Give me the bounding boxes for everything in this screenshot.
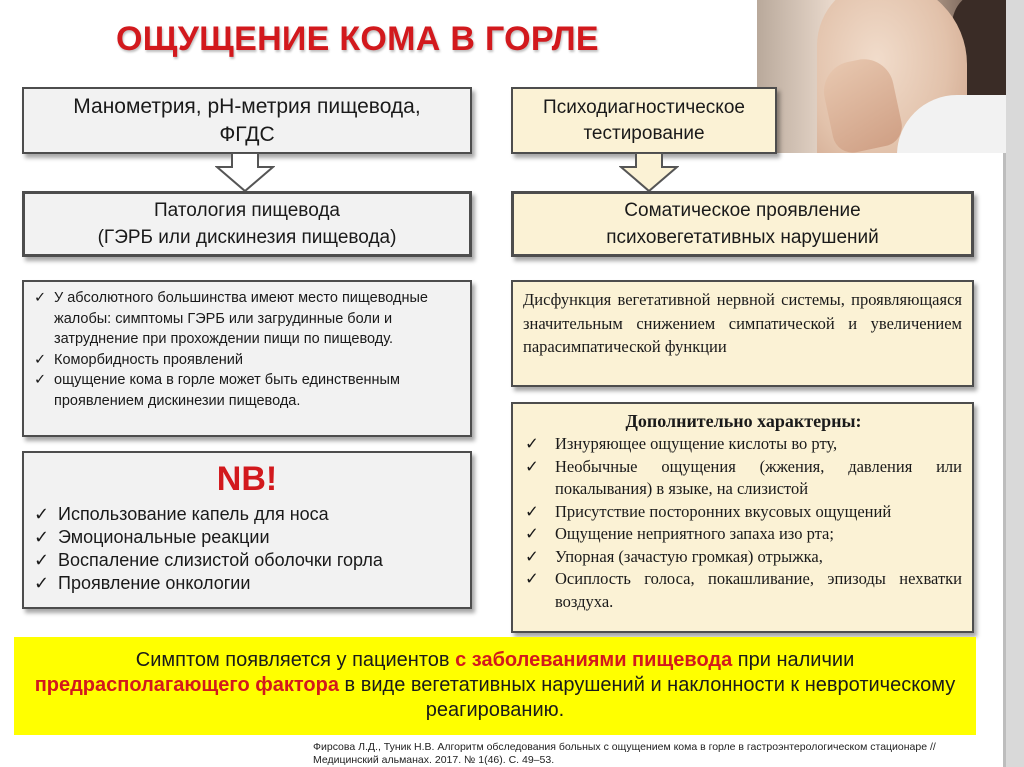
list-item: ✓ Необычные ощущения (жжения, давления или покалывания) в языке, на слизистой [525, 456, 962, 498]
check-icon: ✓ [34, 527, 50, 547]
list-item: ✓ ощущение кома в горле может быть единственным проявлением дискинезии пищевода. [34, 372, 400, 409]
check-icon: ✓ [34, 351, 47, 368]
nb-box [22, 451, 472, 609]
conclusion-banner: Симптом появляется у пациентов с заболеваниями пищевода при наличии предрасполагающего фактора в виде вегетативных нарушений и наклонности к невротическому реагированию. [14, 637, 976, 735]
nb-title: NB! [216, 460, 278, 498]
somatic-manifestation-box [511, 191, 974, 257]
list-item: ✓ Изнуряющее ощущение кислоты во рту, [525, 433, 962, 456]
manometry-line2: ФГДС [219, 122, 275, 146]
dysfunction-text: Дисфункция вегетативной нервной системы, проявляющаяся значительным снижением симпатической и увеличением парасимпатической функции [523, 290, 962, 356]
list-item: ✓ Воспаление слизистой оболочки горла [34, 550, 383, 570]
check-icon: ✓ [525, 456, 539, 476]
list-item: ✓ Коморбидность проявлений [34, 350, 462, 371]
highlight-factor: предрасполагающего фактора [34, 674, 339, 696]
list-item: ✓ Использование капель для носа [34, 504, 329, 524]
slide-title: ОЩУЩЕНИЕ КОМА В ГОРЛЕ [116, 20, 599, 58]
check-icon: ✓ [525, 524, 539, 543]
additional-title: Дополнительно характерны: [625, 411, 862, 431]
list-item: ✓ Ощущение неприятного запаха изо рта; [525, 523, 962, 546]
check-icon: ✓ [525, 569, 539, 588]
check-icon: ✓ [525, 434, 539, 453]
citation: Фирсова Л.Д., Туник Н.В. Алгоритм обследования больных с ощущением кома в горле в гастроэнтерологическом стационаре // Медицинский альманах. 2017. № 1(46). С. 49–53. [313, 741, 936, 766]
highlight-esophagus: с заболеваниями пищевода [455, 649, 733, 671]
somatic-line2: психовегетативных нарушений [606, 227, 879, 248]
check-icon: ✓ [525, 501, 539, 521]
list-item: ✓ Проявление онкологии [34, 573, 251, 593]
check-icon: ✓ [34, 504, 50, 524]
psychodiag-line1: Психодиагностическое [543, 96, 745, 118]
check-icon: ✓ [34, 372, 47, 388]
autonomic-dysfunction-box [511, 280, 974, 387]
esophagus-pathology-box [22, 191, 472, 257]
somatic-line1: Соматическое проявление [624, 200, 861, 221]
pathology-line1: Патология пищевода [154, 200, 340, 221]
additional-symptoms-box [511, 402, 974, 633]
list-item: ✓ Упорная (зачастую громкая) отрыжка, [525, 546, 962, 569]
list-item: ✓ Присутствие посторонних вкусовых ощущений [525, 501, 962, 524]
down-arrow-icon [619, 153, 679, 193]
list-item: ✓ Эмоциональные реакции [34, 527, 270, 547]
pathology-line2: (ГЭРБ или дискинезия пищевода) [97, 227, 397, 248]
check-icon: ✓ [525, 546, 539, 566]
list-item: ✓ У абсолютного большинства имеют место пищеводные жалобы: симптомы ГЭРБ или загрудинные боли и затруднение при прохождении пищи по пищеводу. [34, 290, 428, 347]
check-icon: ✓ [34, 573, 50, 593]
throat-photo [757, 0, 1006, 153]
check-icon: ✓ [34, 550, 50, 570]
esophagus-details-box [22, 280, 472, 437]
down-arrow-icon [215, 153, 275, 193]
check-icon: ✓ [34, 290, 47, 306]
slide-edge-strip [1006, 0, 1024, 767]
psychodiag-line2: тестирование [583, 122, 705, 144]
list-item: ✓ Осиплость голоса, покашливание, эпизоды нехватки воздуха. [525, 569, 962, 611]
psychodiagnostic-box [511, 87, 777, 154]
manometry-line1: Манометрия, рН-метрия пищевода, [73, 94, 421, 118]
manometry-box [22, 87, 472, 154]
